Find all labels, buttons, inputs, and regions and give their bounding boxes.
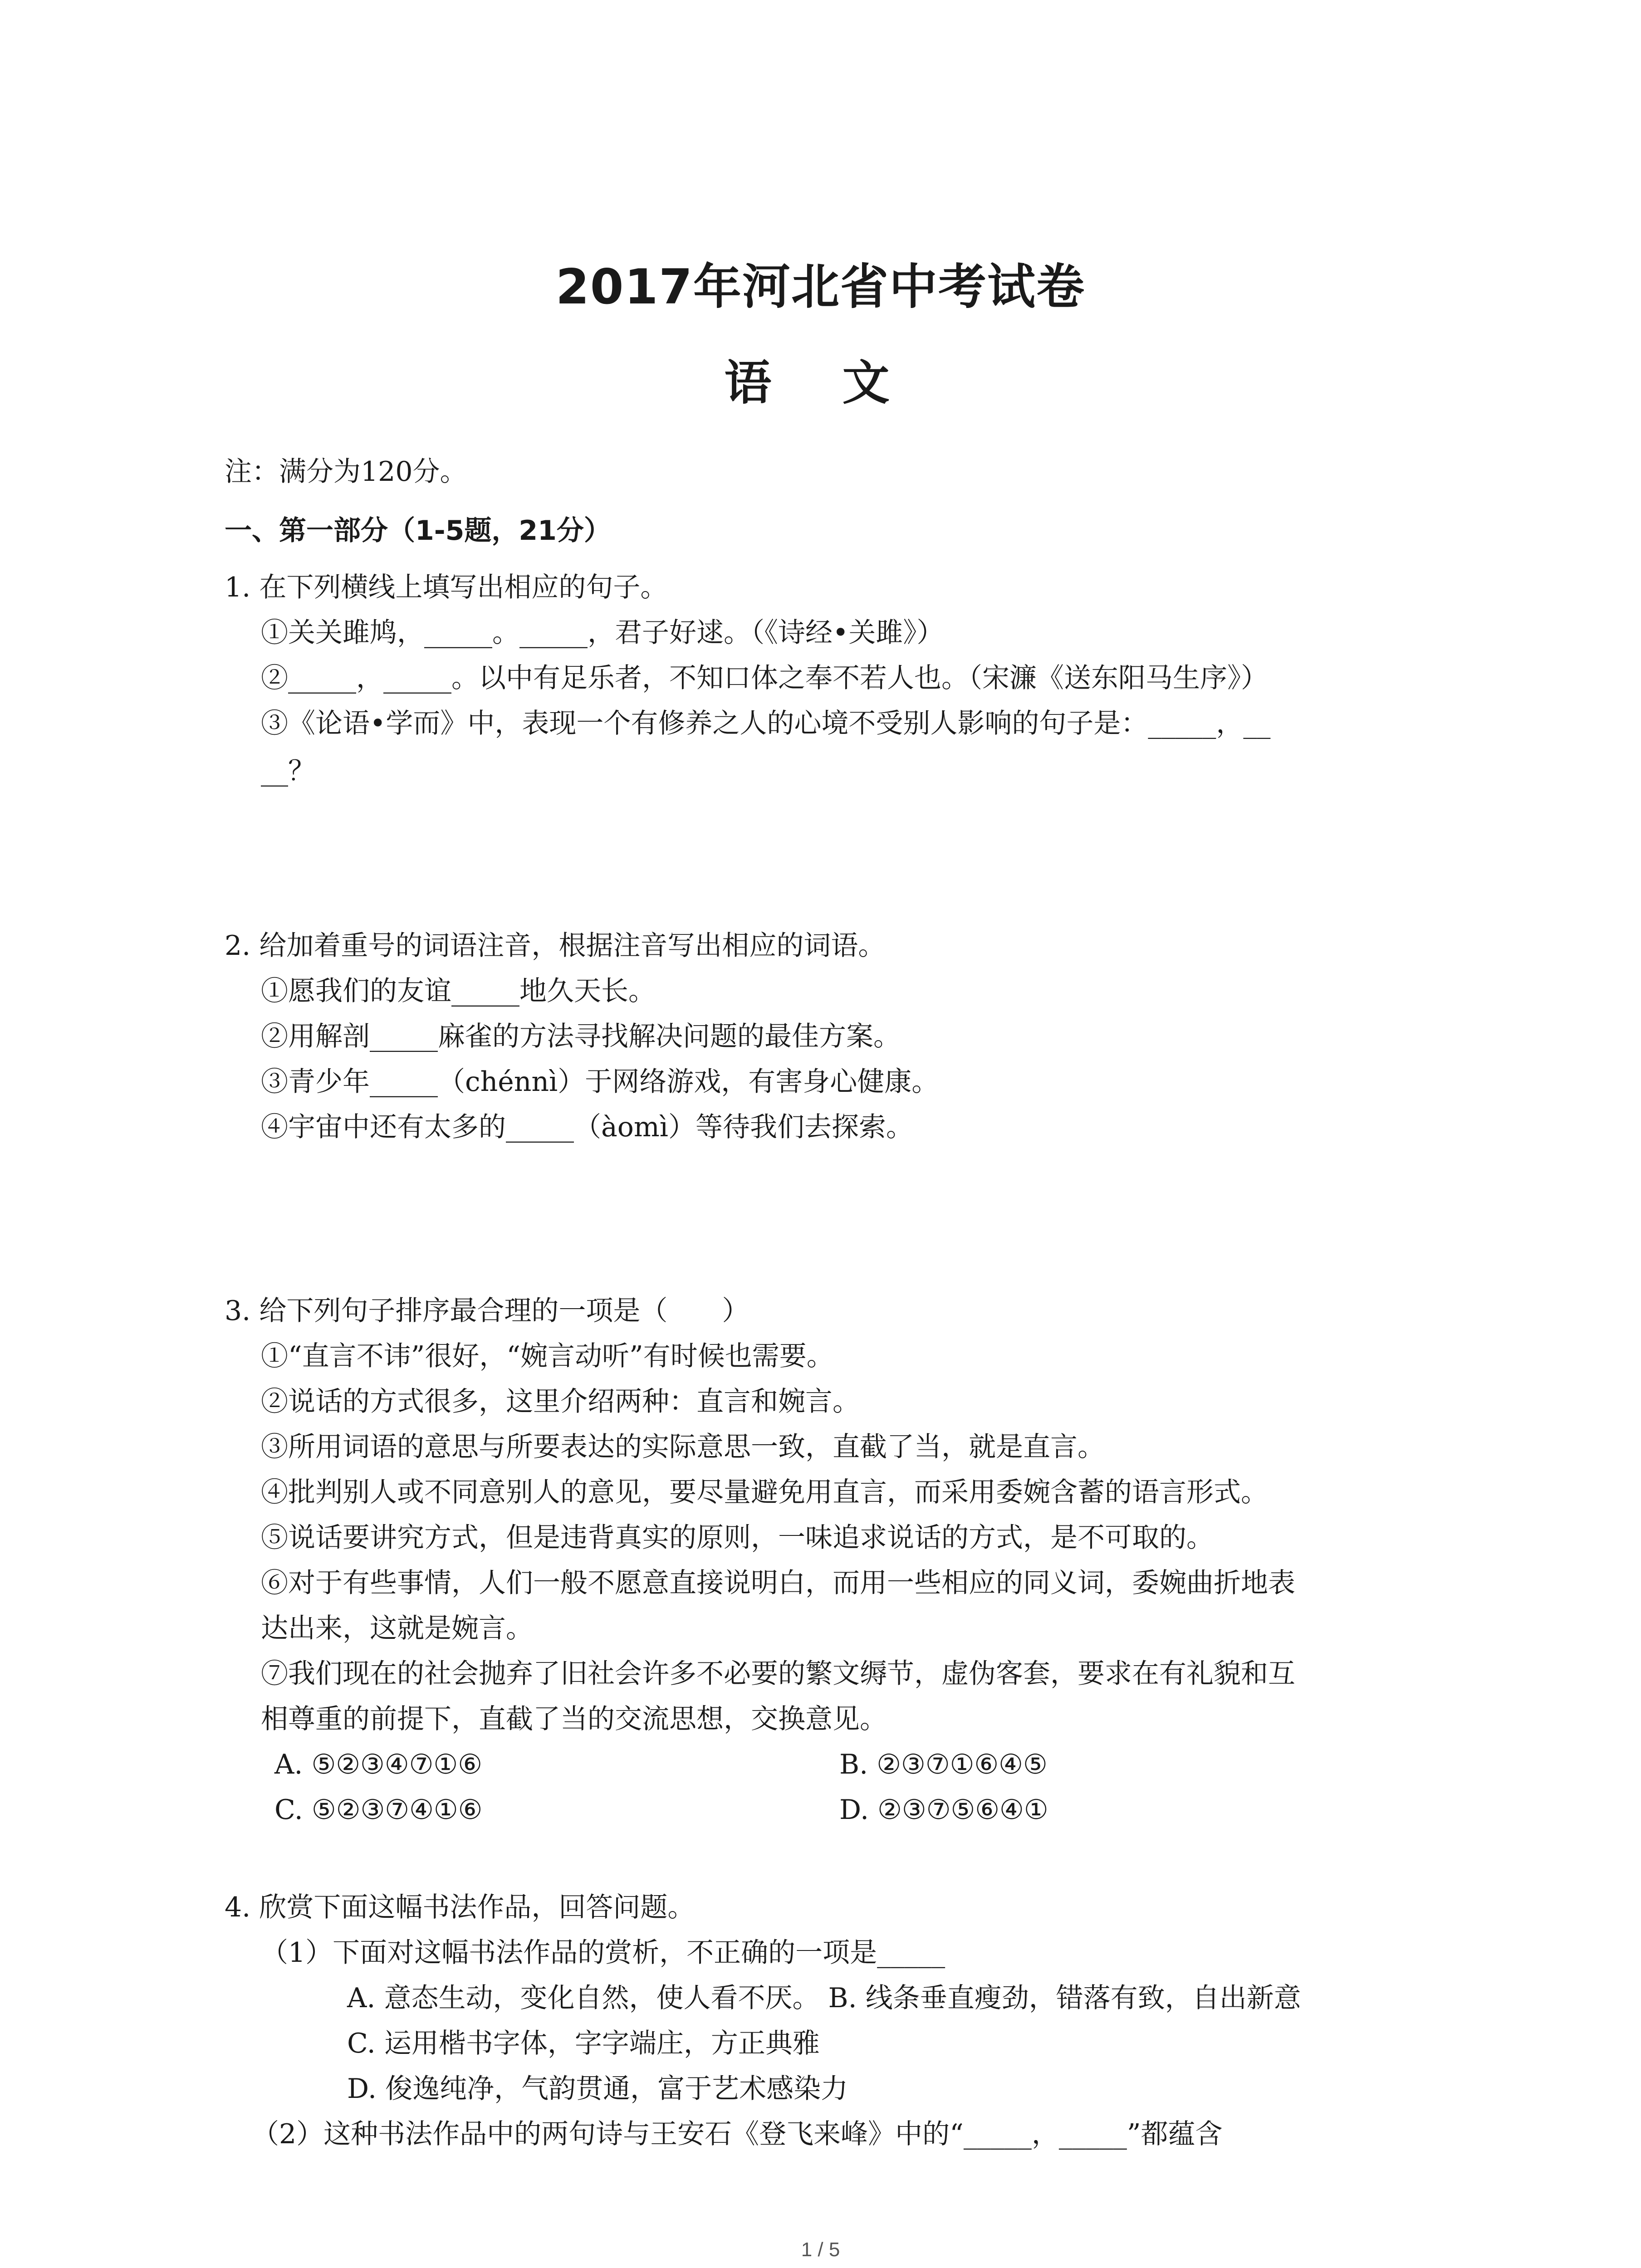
q2-line-2: ②用解剖_____麻雀的方法寻找解决问题的最佳方案。 — [261, 1021, 901, 1052]
q1-line-2: ②_____，_____。以中有足乐者，不知口体之奉不若人也。（宋濂《送东阳马生序》） — [261, 662, 1268, 694]
q3-sentence-6a: ⑥对于有些事情，人们一般不愿意直接说明白，而用一些相应的同义词，委婉曲折地表 — [261, 1567, 1295, 1599]
q3-sentence-7b: 相尊重的前提下，直截了当的交流思想，交换意见。 — [261, 1703, 887, 1735]
q3-stem: 3. 给下列句子排序最合理的一项是（ ） — [225, 1295, 749, 1327]
q1-stem: 1. 在下列横线上填写出相应的句子。 — [225, 572, 668, 603]
q4-part-1: （1）下面对这幅书法作品的赏析，不正确的一项是_____ — [261, 1937, 945, 1969]
q4-option-d: D. 俊逸纯净，气韵贯通，富于艺术感染力 — [347, 2073, 848, 2105]
q3-option-c: C. ⑤②③⑦④①⑥ — [274, 1794, 483, 1826]
q1-line-3: ③《论语•学而》中，表现一个有修养之人的心境不受别人影响的句子是：_____，__ — [261, 708, 1271, 739]
q3-option-a: A. ⑤②③④⑦①⑥ — [274, 1749, 482, 1780]
q3-sentence-5: ⑤说话要讲究方式，但是违背真实的原则，一味追求说话的方式，是不可取的。 — [261, 1522, 1214, 1554]
q2-line-3: ③青少年_____（chénnì）于网络游戏，有害身心健康。 — [261, 1066, 939, 1098]
q3-sentence-3: ③所用词语的意思与所要表达的实际意思一致，直截了当，就是直言。 — [261, 1431, 1105, 1463]
subject-title: 语 文 — [724, 355, 917, 411]
q4-stem: 4. 欣赏下面这幅书法作品，回答问题。 — [225, 1892, 695, 1923]
q3-sentence-4: ④批判别人或不同意别人的意见，要尽量避免用直言，而采用委婉含蓄的语言形式。 — [261, 1476, 1268, 1508]
q2-line-1: ①愿我们的友谊_____地久天长。 — [261, 975, 656, 1007]
q3-sentence-7a: ⑦我们现在的社会抛弃了旧社会许多不必要的繁文缛节，虚伪客套，要求在有礼貌和互 — [261, 1658, 1295, 1690]
q3-option-d: D. ②③⑦⑤⑥④① — [839, 1794, 1048, 1826]
q4-option-c: C. 运用楷书字体，字字端庄，方正典雅 — [347, 2028, 820, 2059]
exam-title: 2017年河北省中考试卷 — [555, 259, 1086, 315]
q4-option-ab: A. 意态生动，变化自然，使人看不厌。 B. 线条垂直瘦劲，错落有致，自出新意 — [347, 1982, 1301, 2014]
q3-option-b: B. ②③⑦①⑥④⑤ — [839, 1749, 1048, 1780]
q3-sentence-6b: 达出来，这就是婉言。 — [261, 1613, 533, 1644]
q2-stem: 2. 给加着重号的词语注音，根据注音写出相应的词语。 — [225, 930, 886, 962]
q1-line-4: __？ — [261, 755, 315, 787]
q4-part-2: （2）这种书法作品中的两句诗与王安石《登飞来峰》中的“_____，_____”都蕴含 — [252, 2118, 1223, 2150]
q2-line-4: ④宇宙中还有太多的_____（àomì）等待我们去探索。 — [261, 1111, 913, 1143]
page-number: 1 / 5 — [801, 2239, 840, 2261]
section-heading: 一、第一部分（1-5题，21分） — [225, 515, 611, 547]
q3-sentence-2: ②说话的方式很多，这里介绍两种：直言和婉言。 — [261, 1386, 860, 1418]
score-note: 注：满分为120分。 — [225, 456, 467, 488]
q1-line-1: ①关关雎鸠，_____。_____，君子好逑。（《诗经•关雎》） — [261, 617, 944, 649]
q3-sentence-1: ①“直言不讳”很好，“婉言动听”有时候也需要。 — [261, 1340, 834, 1372]
